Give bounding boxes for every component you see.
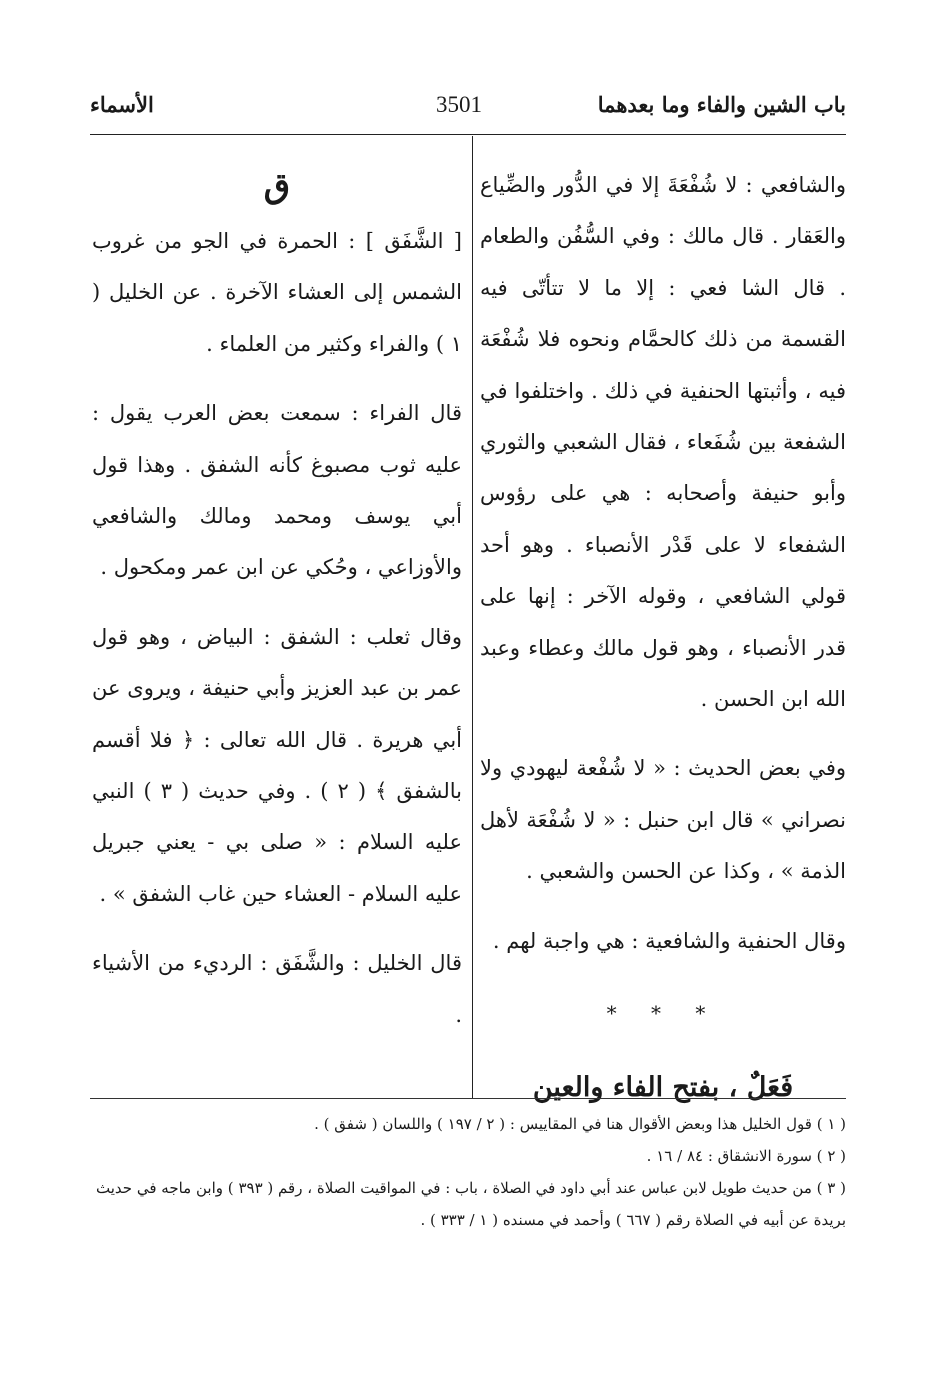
left-paragraph-1: [ الشَّفَق ] : الحمرة في الجو من غروب الشمس إلى العشاء الآخرة . عن الخليل ( ١ ) والفراء وكثير من العلماء . (92, 229, 462, 356)
right-column (480, 160, 846, 1113)
letter-heading: ق (263, 166, 291, 206)
left-paragraph-3: وقال ثعلب : الشفق : البياض ، وهو قول عمر بن عبد العزيز وأبي حنيفة ، ويروى عن أبي هريرة . قال الله تعالى : ﴿ فلا أقسم بالشفق ﴾ ( ٢ ) . وفي حديث ( ٣ ) النبي عليه السلام : « صلى بي - يعني جبريل عليه السلام - العشاء حين غاب الشفق » . (92, 624, 462, 906)
chapter-title: باب الشين والفاء وما بعدهما (597, 92, 846, 117)
footnote-3: ( ٣ ) من حديث طويل لابن عباس عند أبي داود في الصلاة ، باب : في المواقيت الصلاة ، رقم ( ٣٩٣ ) وابن ماجه في حديث بريدة عن أبيه في الصلاة رقم ( ٦٦٧ ) وأحمد في مسنده ( ١ / ٣٣٣ ) . (96, 1179, 846, 1229)
column-divider (472, 136, 473, 1098)
left-column (92, 160, 462, 1041)
footnote-divider (90, 1098, 846, 1099)
header-divider (90, 134, 846, 135)
left-paragraph-4: قال الخليل : والشَّفَق : الرديء من الأشياء . (92, 951, 462, 1027)
right-paragraph-1: والشافعي : لا شُفْعَةَ إلا في الدُّور والضِّياع والعَقار . قال مالك : وفي السُّفُن والطعام . قال الشا فعي : إلا ما لا تتأتّى فيه القسمة من ذلك كالحمَّام ونحوه فلا شُفْعَة فيه ، وأثبتها الحنفية في ذلك . واختلفوا في الشفعة بين شُفَعاء ، فقال الشعبي والثوري وأبو حنيفة وأصحابه : هي على رؤوس الشفعاء لا على قَدْر الأنصباء . وهو أحد قولي الشافعي ، وقوله الآخر : إنها على قدر الأنصباء ، وهو قول مالك وعطاء وعبد الله ابن الحسن . (480, 173, 846, 712)
section-heading: فَعَلٌ ، بفتح الفاء والعين (532, 1072, 794, 1104)
footnotes (96, 1108, 846, 1236)
page-number: 3501 (436, 92, 482, 117)
section-separator-stars: * * * (606, 1001, 720, 1026)
right-paragraph-3: وقال الحنفية والشافعية : هي واجبة لهم . (492, 928, 846, 953)
right-paragraph-2: وفي بعض الحديث : « لا شُفْعة ليهودي ولا نصراني » قال ابن حنبل : « لا شُفْعَة لأهل الذمة » ، وكذا عن الحسن والشعبي . (480, 756, 846, 884)
footnote-1: ( ١ ) قول الخليل هذا وبعض الأقوال هنا في المقاييس : ( ٢ / ١٩٧ ) واللسان ( شفق ) . (314, 1115, 846, 1133)
footnote-2: ( ٢ ) سورة الانشقاق : ٨٤ / ١٦ . (646, 1147, 846, 1165)
section-title: الأسماء (90, 92, 154, 117)
running-header (90, 92, 846, 132)
left-paragraph-2: قال الفراء : سمعت بعض العرب يقول : عليه ثوب مصبوغ كأنه الشفق . وهذا قول أبي يوسف ومحمد ومالك والشافعي والأوزاعي ، وحُكي عن ابن عمر ومكحول . (92, 401, 462, 580)
